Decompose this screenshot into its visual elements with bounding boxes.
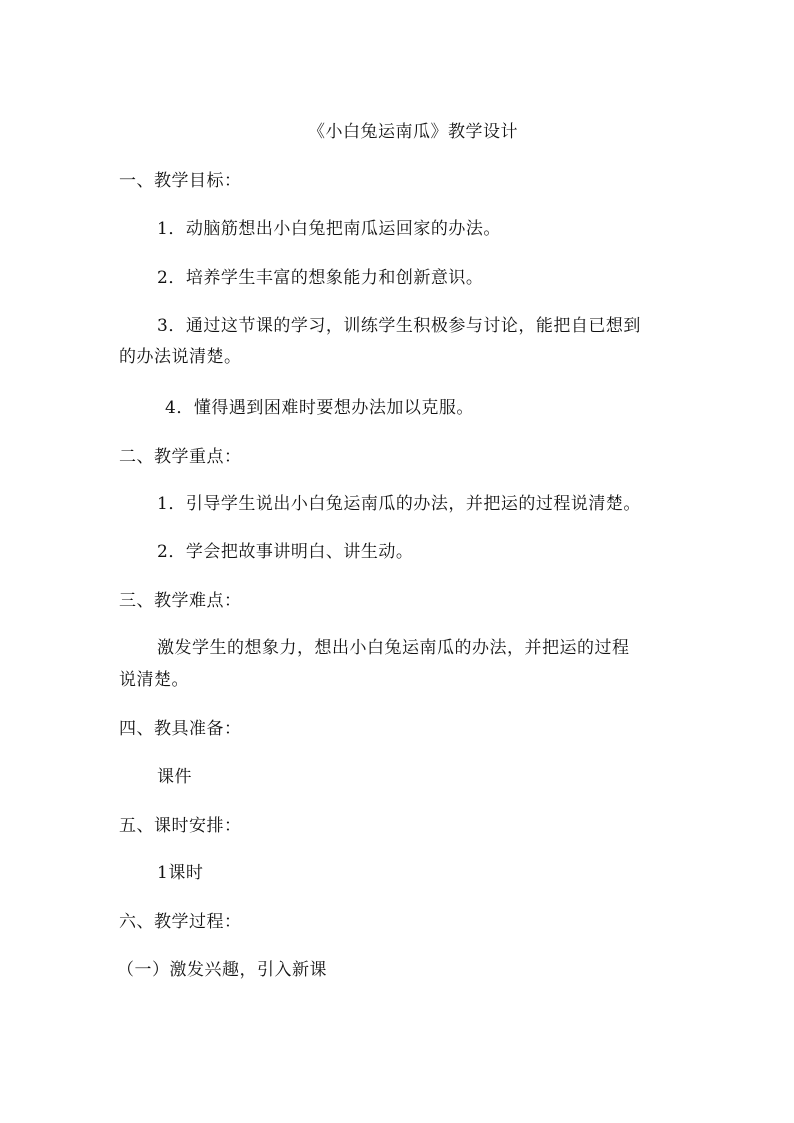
goal-item-3-continued: 的办法说清楚。 (119, 347, 242, 367)
section-heading-key-points: 二、教学重点： (119, 447, 242, 467)
process-step-1: （一）激发兴趣，引入新课 (117, 960, 327, 980)
schedule-text: 1课时 (157, 863, 204, 883)
goal-item-1: 1．动脑筋想出小白兔把南瓜运回家的办法。 (157, 219, 501, 239)
difficulty-text-continued: 说清楚。 (119, 670, 189, 690)
section-heading-process: 六、教学过程： (119, 912, 242, 932)
section-heading-tools: 四、教具准备： (119, 719, 242, 739)
goal-item-4: 4．懂得遇到困难时要想办法加以克服。 (165, 398, 474, 418)
section-heading-goals: 一、教学目标： (119, 171, 242, 191)
section-heading-schedule: 五、课时安排： (119, 816, 242, 836)
key-point-1: 1．引导学生说出小白兔运南瓜的办法，并把运的过程说清楚。 (157, 494, 641, 514)
goal-item-3: 3．通过这节课的学习，训练学生积极参与讨论，能把自已想到 (157, 316, 641, 336)
difficulty-text: 激发学生的想象力，想出小白兔运南瓜的办法，并把运的过程 (157, 638, 630, 658)
tools-text: 课件 (157, 767, 192, 787)
document-title: 《小白兔运南瓜》教学设计 (308, 122, 518, 142)
key-point-2: 2．学会把故事讲明白、讲生动。 (157, 542, 414, 562)
section-heading-difficulty: 三、教学难点： (119, 591, 242, 611)
goal-item-2: 2．培养学生丰富的想象能力和创新意识。 (157, 268, 484, 288)
